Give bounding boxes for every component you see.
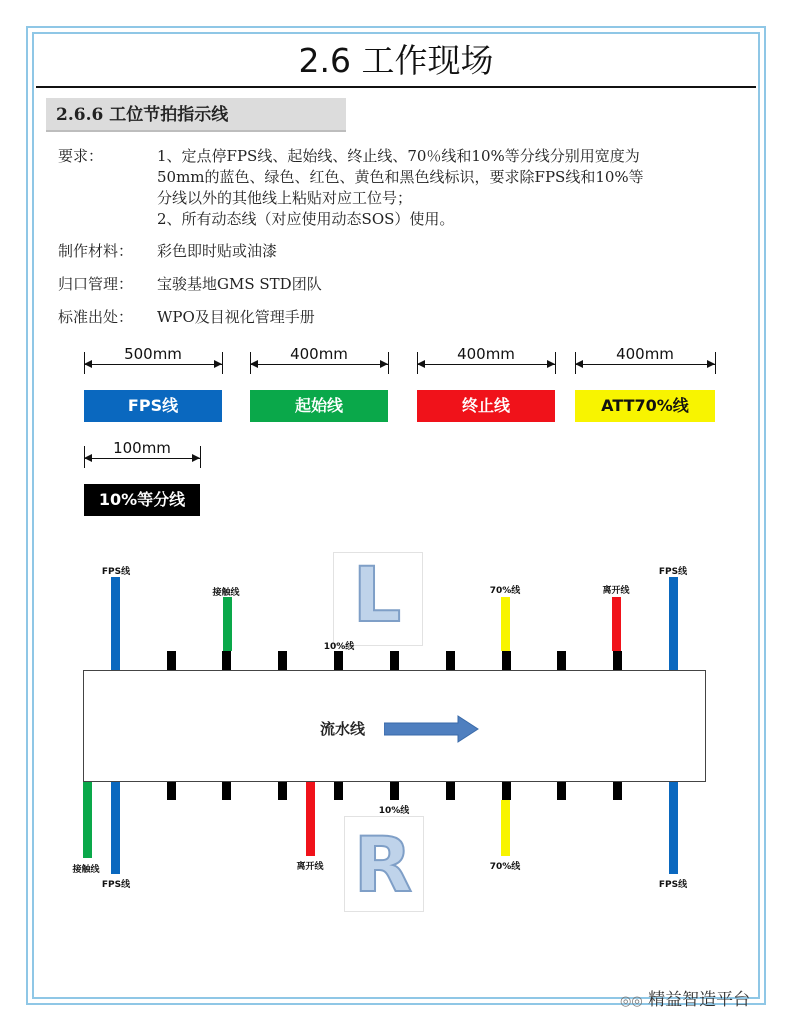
- bottom-station-marker: [613, 782, 622, 800]
- tenth-label-bottom: 10%线: [378, 806, 410, 816]
- standard-label: 标准出处：: [58, 308, 134, 326]
- watermark-text: 精益智造平台: [648, 990, 751, 1010]
- page-title: 2.6 工作现场: [298, 41, 494, 80]
- dimension-tick: [200, 446, 201, 468]
- assembly-line-label: 流水线: [320, 720, 366, 738]
- top-station-marker: [502, 651, 511, 670]
- color-line-swatch: 起始线: [250, 390, 388, 422]
- title-divider: [36, 86, 756, 88]
- dimension-line: [84, 364, 222, 365]
- material-value: 彩色即时贴或油漆: [157, 242, 278, 260]
- top-station-marker: [278, 651, 287, 670]
- tenth-label-top: 10%线: [323, 642, 355, 652]
- dimension-line: [575, 364, 715, 365]
- dimension-line: [417, 364, 555, 365]
- dimension-label: 400mm: [457, 345, 515, 363]
- top-station-marker: [334, 651, 343, 670]
- requirement-line: 2、所有动态线（对应使用动态SOS）使用。: [157, 210, 455, 228]
- requirements-text: [157, 146, 757, 230]
- watermark: [620, 985, 750, 1010]
- requirement-line: 1、定点停FPS线、起始线、终止线、70％线和10%等分线分别用宽度为: [157, 147, 640, 165]
- bottom-station-marker: [278, 782, 287, 800]
- leave-label-top: 离开线: [602, 586, 630, 596]
- seventy-line-bottom: [501, 800, 510, 856]
- bottom-station-marker: [557, 782, 566, 800]
- dimension-tick: [222, 352, 223, 374]
- top-station-marker: [446, 651, 455, 670]
- dimension-tick: [555, 352, 556, 374]
- bottom-station-marker: [446, 782, 455, 800]
- top-station-marker: [167, 651, 176, 670]
- management-label: 归口管理：: [58, 275, 134, 293]
- color-line-swatch: 10%等分线: [84, 484, 200, 516]
- bottom-station-marker: [334, 782, 343, 800]
- color-line-swatch: ATT70%线: [575, 390, 715, 422]
- dimension-label: 400mm: [290, 345, 348, 363]
- dimension-tick: [388, 352, 389, 374]
- wechat-icon: ◎◎: [620, 994, 643, 1009]
- fps-label-top-left: FPS线: [101, 567, 131, 577]
- fps-label-top-right: FPS线: [658, 567, 688, 577]
- bottom-station-marker: [502, 782, 511, 800]
- bottom-station-marker: [222, 782, 231, 800]
- seventy-label-top: 70%线: [489, 586, 521, 596]
- start-label-bottom: 接触线: [72, 865, 100, 875]
- fps-line-bottom-right: [669, 782, 678, 874]
- left-side-letter: L: [352, 550, 402, 639]
- dimension-line: [250, 364, 388, 365]
- requirement-line: 50mm的蓝色、绿色、红色、黄色和黑色线标识，要求除FPS线和10%等: [157, 168, 644, 186]
- top-station-marker: [390, 651, 399, 670]
- start-label-top: 接触线: [212, 588, 240, 598]
- start-line-top: [223, 597, 232, 651]
- top-station-marker: [613, 651, 622, 670]
- fps-line-bottom-left: [111, 782, 120, 874]
- material-label: 制作材料：: [58, 242, 134, 260]
- right-side-letter: R: [353, 820, 413, 909]
- top-station-marker: [222, 651, 231, 670]
- leave-line-bottom: [306, 782, 315, 856]
- fps-line-top-right: [669, 577, 678, 670]
- fps-label-bottom-right: FPS线: [658, 880, 688, 890]
- dimension-label: 500mm: [124, 345, 182, 363]
- standard-value: WPO及目视化管理手册: [157, 308, 315, 326]
- top-station-marker: [557, 651, 566, 670]
- bottom-station-marker: [390, 782, 399, 800]
- fps-line-top-left: [111, 577, 120, 670]
- management-value: 宝骏基地GMS STD团队: [157, 275, 322, 293]
- dimension-label: 100mm: [113, 439, 171, 457]
- dimension-line: [84, 458, 200, 459]
- seventy-line-top: [501, 597, 510, 651]
- color-line-swatch: 终止线: [417, 390, 555, 422]
- section-heading: 2.6.6 工位节拍指示线: [46, 98, 346, 132]
- start-line-bottom: [83, 782, 92, 858]
- dimension-tick: [715, 352, 716, 374]
- requirement-line: 分线以外的其他线上粘贴对应工位号；: [157, 189, 413, 207]
- color-line-swatch: FPS线: [84, 390, 222, 422]
- requirements-label: 要求：: [58, 147, 104, 165]
- fps-label-bottom-left: FPS线: [101, 880, 131, 890]
- leave-label-bottom: 离开线: [296, 862, 324, 872]
- leave-line-top: [612, 597, 621, 651]
- seventy-label-bottom: 70%线: [489, 862, 521, 872]
- flow-direction-arrow-icon: [384, 714, 480, 744]
- dimension-label: 400mm: [616, 345, 674, 363]
- bottom-station-marker: [167, 782, 176, 800]
